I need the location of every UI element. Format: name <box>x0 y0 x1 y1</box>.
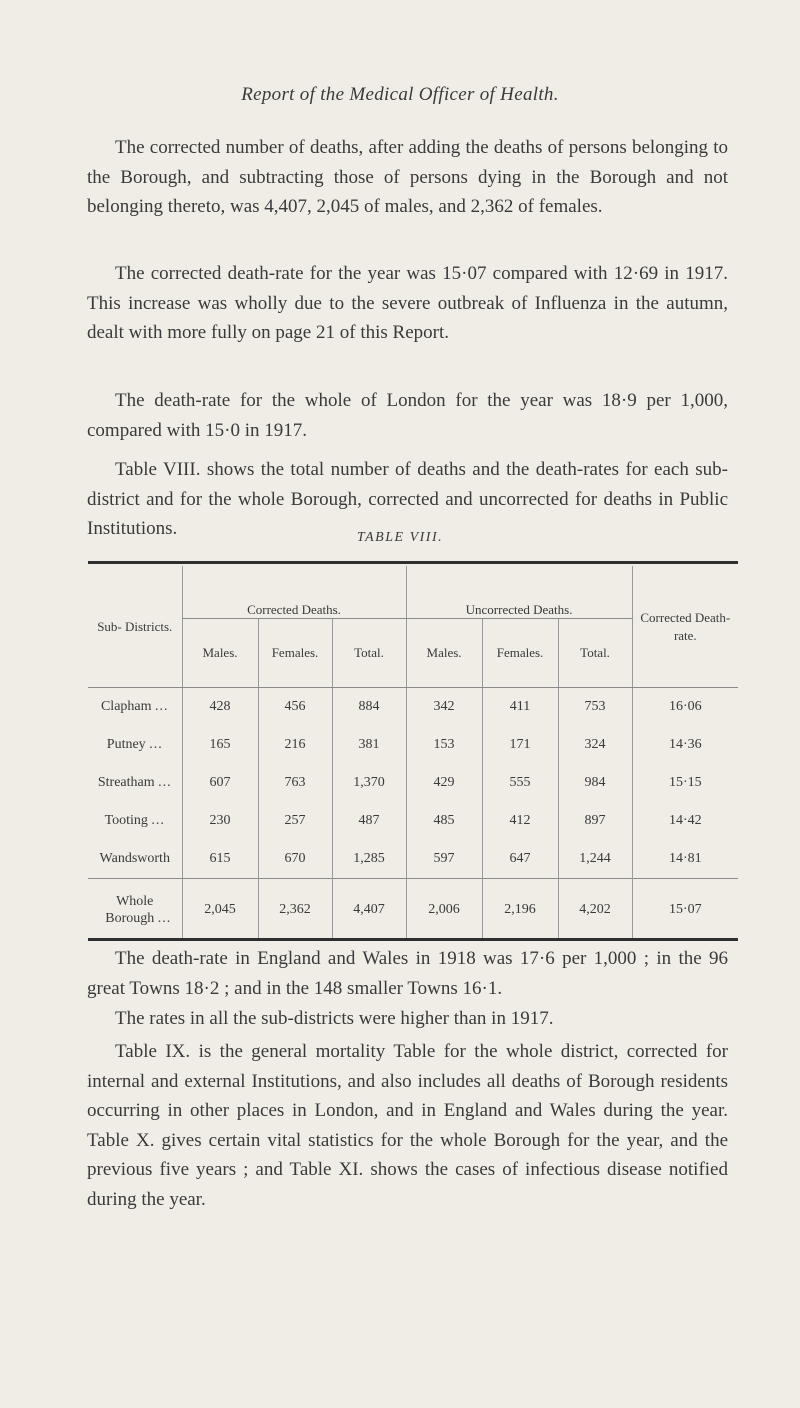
table-total-row <box>88 879 738 942</box>
header-u-total: Total. <box>558 619 632 688</box>
cell-c-males: 165 <box>182 726 258 764</box>
paragraph-death-rate: The corrected death-rate for the year was 15·07 compared with 12·69 in 1917. This increase was wholly due to the severe outbreak of Influenza in the autumn, dealt with more fully on page 21 of this Report. <box>87 263 728 343</box>
cell-c-total: 884 <box>332 688 406 727</box>
cell-c-females: 216 <box>258 726 332 764</box>
total-name-line2: Borough <box>105 911 155 926</box>
cell-u-females: 411 <box>482 688 558 727</box>
header-corrected-death-rate: Corrected Death-rate. <box>632 566 738 688</box>
cell-total-c-females: 2,362 <box>258 879 332 942</box>
header-c-females: Females. <box>258 619 332 688</box>
cell-c-total: 1,285 <box>332 840 406 879</box>
cell-total-c-males: 2,045 <box>182 879 258 942</box>
cell-u-males: 485 <box>406 802 482 840</box>
cell-u-total: 984 <box>558 764 632 802</box>
cell-u-males: 153 <box>406 726 482 764</box>
table-row <box>88 726 738 764</box>
table-row <box>88 688 738 727</box>
paragraph-england-rate: The death-rate in England and Wales in 1918 was 17·6 per 1,000 ; in the 96 great Towns 18·2 ; and in the 148 smaller Towns 16·1. <box>87 948 728 999</box>
cell-c-males: 230 <box>182 802 258 840</box>
cell-c-females: 763 <box>258 764 332 802</box>
cell-c-females: 670 <box>258 840 332 879</box>
cell-u-males: 342 <box>406 688 482 727</box>
cell-u-males: 597 <box>406 840 482 879</box>
header-c-males: Males. <box>182 619 258 688</box>
paragraph-rates-higher: The rates in all the sub-districts were higher than in 1917. <box>115 1008 554 1029</box>
cell-u-males: 429 <box>406 764 482 802</box>
table-row <box>88 840 738 879</box>
paragraph-table-ix: Table IX. is the general mortality Table for the whole district, corrected for internal and external Institutions, and also includes all deaths of Borough residents occurring in other places in London, and in England and Wales during the year. Table X. gives certain vital statistics for the whole Borough for the year, and the previous five years ; and Table XI. shows the cases of infectious disease notified during the year. <box>87 1041 728 1210</box>
cell-c-total: 487 <box>332 802 406 840</box>
leader-dots: ... <box>151 813 165 828</box>
row-name: Putney <box>106 737 146 752</box>
table-top-rule <box>88 561 738 564</box>
cell-u-females: 555 <box>482 764 558 802</box>
cell-c-males: 428 <box>182 688 258 727</box>
cell-total-u-total: 4,202 <box>558 879 632 942</box>
table-bottom-rule <box>88 938 738 941</box>
table-row <box>88 802 738 840</box>
leader-dots: ... <box>155 699 169 714</box>
header-u-males: Males. <box>406 619 482 688</box>
deaths-table <box>88 566 738 941</box>
header-c-total: Total. <box>332 619 406 688</box>
row-name: Streatham <box>97 775 155 790</box>
header-sub-districts: Sub- Districts. <box>88 566 182 688</box>
header-u-females: Females. <box>482 619 558 688</box>
row-name: Tooting <box>104 813 148 828</box>
cell-total-c-total: 4,407 <box>332 879 406 942</box>
table-row <box>88 764 738 802</box>
cell-u-total: 753 <box>558 688 632 727</box>
cell-total-u-females: 2,196 <box>482 879 558 942</box>
paragraph-london-rate: The death-rate for the whole of London for the year was 18·9 per 1,000, compared with 15·0 in 1917. <box>87 390 728 441</box>
cell-u-total: 897 <box>558 802 632 840</box>
cell-rate: 16·06 <box>632 688 738 727</box>
cell-u-females: 647 <box>482 840 558 879</box>
cell-u-total: 324 <box>558 726 632 764</box>
leader-dots: ... <box>149 737 163 752</box>
row-name: Wandsworth <box>99 851 170 866</box>
paragraph-table-intro: Table VIII. shows the total number of deaths and the death-rates for each sub-district and for the whole Borough, corrected and uncorrected for deaths in Public Institutions. <box>87 459 728 539</box>
total-name-line1: Whole <box>116 894 154 909</box>
header-corrected-deaths: Corrected Deaths. <box>182 566 406 619</box>
leader-dots: ... <box>158 775 172 790</box>
cell-u-females: 412 <box>482 802 558 840</box>
cell-rate: 15·15 <box>632 764 738 802</box>
cell-c-total: 1,370 <box>332 764 406 802</box>
cell-c-total: 381 <box>332 726 406 764</box>
cell-rate: 14·81 <box>632 840 738 879</box>
page-header: Report of the Medical Officer of Health. <box>241 84 559 105</box>
cell-c-males: 615 <box>182 840 258 879</box>
cell-total-rate: 15·07 <box>632 879 738 942</box>
header-uncorrected-deaths: Uncorrected Deaths. <box>406 566 632 619</box>
cell-u-total: 1,244 <box>558 840 632 879</box>
leader-dots: ... <box>157 911 172 926</box>
cell-rate: 14·36 <box>632 726 738 764</box>
cell-rate: 14·42 <box>632 802 738 840</box>
cell-c-females: 257 <box>258 802 332 840</box>
row-name: Clapham <box>100 699 152 714</box>
table-caption: TABLE VIII. <box>356 530 444 545</box>
cell-c-males: 607 <box>182 764 258 802</box>
paragraph-corrected-deaths: The corrected number of deaths, after adding the deaths of persons belonging to the Borough, and subtracting those of persons dying in the Borough and not belonging thereto, was 4,407, 2,045 of males, and 2,362 of females. <box>87 137 728 217</box>
cell-u-females: 171 <box>482 726 558 764</box>
cell-c-females: 456 <box>258 688 332 727</box>
cell-total-u-males: 2,006 <box>406 879 482 942</box>
